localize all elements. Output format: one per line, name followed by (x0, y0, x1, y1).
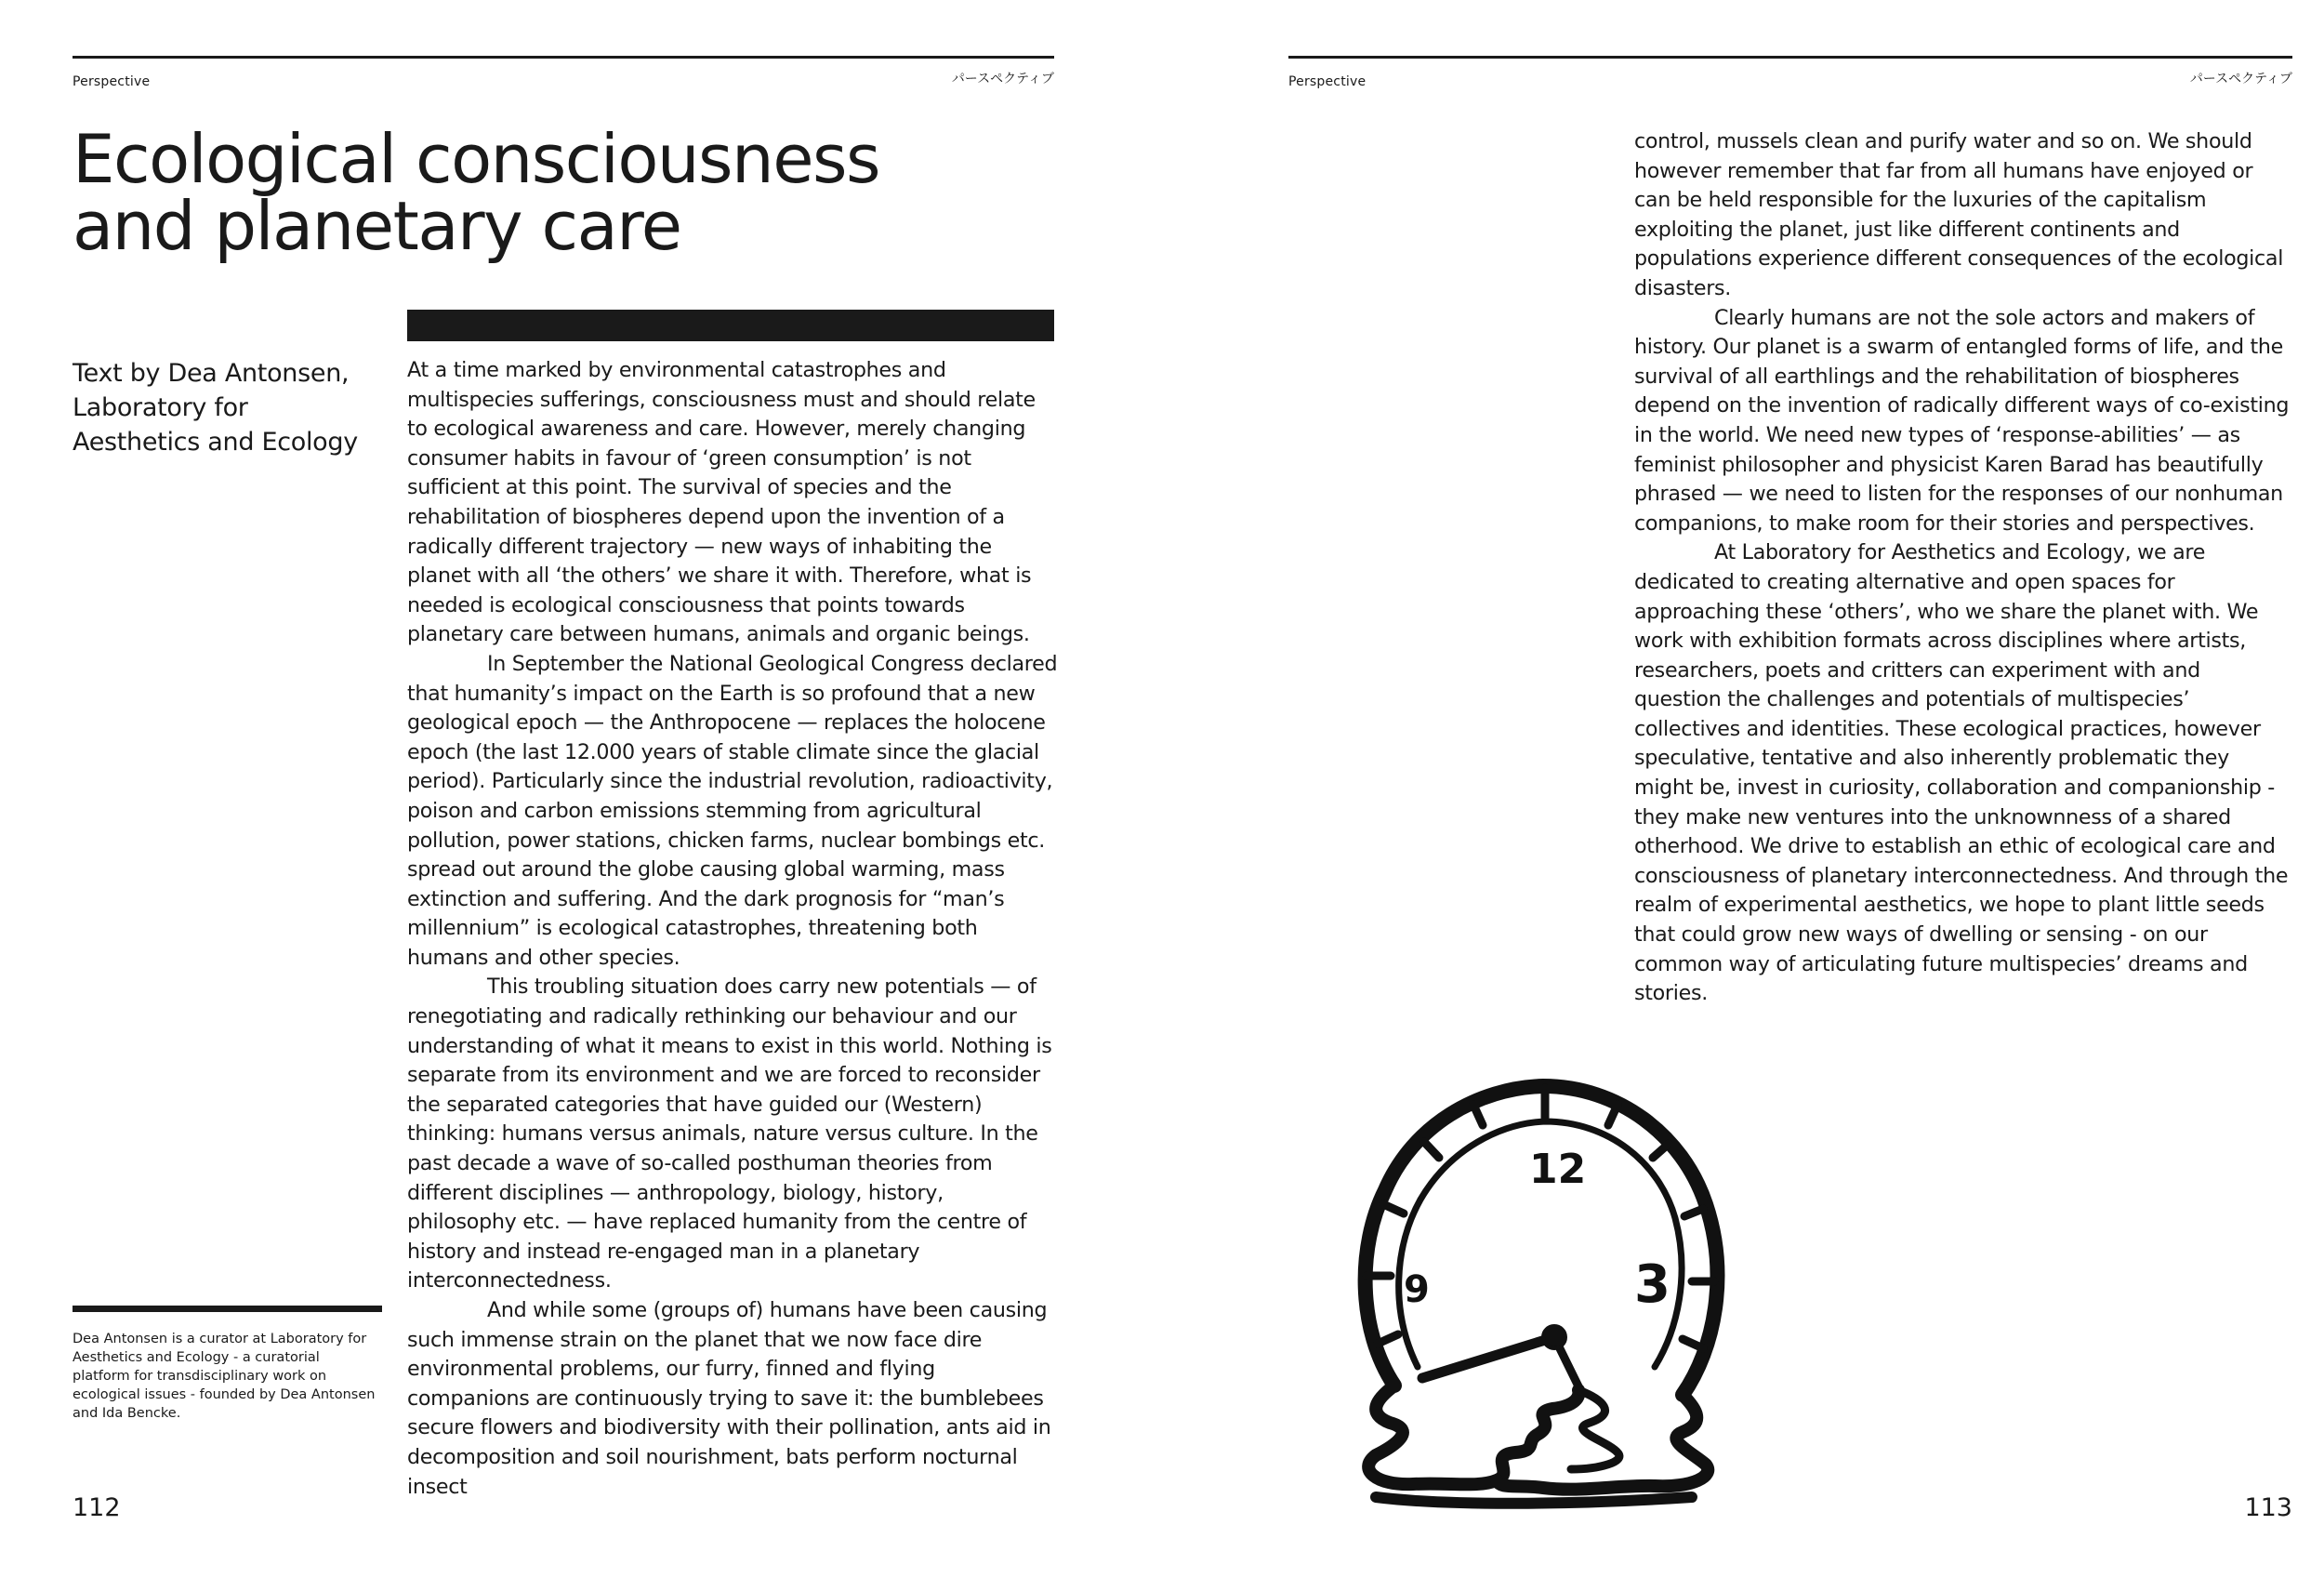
byline: Text by Dea Antonsen, Laboratory for Aesthetics and Ecology (73, 359, 358, 457)
clock-hour-hand (1422, 1337, 1554, 1378)
clock-numeral-12: 12 (1529, 1146, 1587, 1193)
clock-numeral-3: 3 (1634, 1254, 1670, 1315)
clock-base (1376, 1497, 1692, 1504)
body-paragraph: Clearly humans are not the sole actors and makers of history. Our planet is a swarm of entangled forms of life, and the survival of all earthlings and the rehabilitation of biospheres depend on the invention of radically different ways of co-existing in the world. We need new types of ‘response-abilities’ — as feminist philosopher and physicist Karen Barad has beautifully phrased — we need to listen for the responses of our nonhuman companions, to make room for their stories and perspectives. (1634, 305, 2290, 536)
author-bio: Dea Antonsen is a curator at Laboratory for Aesthetics and Ecology - a curatorial platform for transdisciplinary work on ecological issues - founded by Dea Antonsen and Ida Bencke. (73, 1332, 376, 1421)
section-label: Perspective (73, 74, 151, 89)
header-rule (73, 56, 1054, 59)
section-label-jp: パースペクティブ (951, 72, 1054, 86)
clock-center (1543, 1326, 1565, 1348)
title-bar (407, 310, 1054, 341)
bio-rule (73, 1306, 382, 1312)
body-paragraph: This troubling situation does carry new potentials — of renegotiating and radically rethinking our behaviour and our understanding of what it means to exist in this world. Nothing is separate from its environment and we are forced to reconsider the separated categories that have guided our (Western) thinking: humans versus animals, nature versus culture. In the past decade a wave of so-called posthuman theories from different disciplines — anthropology, biology, history, philosophy etc. — have replaced humanity from the centre of history and instead re-engaged man in a planetary interconnectedness. (407, 975, 1052, 1293)
right-page (1162, 0, 2324, 1578)
body-paragraph: At a time marked by environmental catastrophes and multispecies sufferings, consciousness must and should relate to ecological awareness and care. However, merely changing consumer habits in favour of ‘green consumption’ is not sufficient at this point. The survival of species and the rehabilitation of biospheres depend upon the invention of a radically different trajectory — new ways of inhabiting the planet with all ‘the others’ we share it with. Therefore, what is needed is ecological consciousness that points towards planetary care between humans, animals and organic beings. (407, 358, 1036, 647)
section-label: Perspective (1288, 74, 1367, 89)
page-number: 112 (73, 1493, 121, 1522)
section-label-jp: パースペクティブ (2189, 72, 2292, 86)
melting-clock-illustration (1339, 1032, 1748, 1516)
article-title (73, 120, 909, 265)
title-line-1: Ecological consciousness (73, 120, 880, 198)
clock-drip (1368, 1386, 1578, 1484)
body-paragraph: In September the National Geological Congress declared that humanity’s impact on the Earth is so profound that a new geological epoch — the Anthropocene — replaces the holocene epoch (the last 12.000 years of stable climate since the glacial period). Particularly since the industrial revolution, radioactivity, poison and carbon emissions stemming from agricultural pollution, power stations, chicken farms, nuclear bombings etc. spread out around the globe causing global warming, mass extinction and suffering. And the dark prognosis for “man’s millennium” is ecological catastrophes, threatening both humans and other species. (407, 651, 1058, 970)
page-number: 113 (2244, 1493, 2292, 1522)
header-rule (1288, 56, 2292, 59)
body-column-left (407, 356, 1058, 1502)
body-column-right (1634, 127, 2292, 1009)
clock-numeral-9: 9 (1404, 1268, 1430, 1311)
body-paragraph: At Laboratory for Aesthetics and Ecology, we are dedicated to creating alternative and open spaces for approaching these ‘others’, who we share the planet with. We work with exhibition formats across disciplines where artists, researchers, poets and critters can experiment with and question the challenges and potentials of multispecies’ collectives and identities. These ecological practices, however speculative, tentative and also inherently problematic they might be, invest in curiosity, collaboration and companionship - they make new ventures into the unknownness of a shared otherhood. We drive to establish an ethic of ecological care and consciousness of planetary interconnectedness. And through the realm of experimental aesthetics, we hope to plant little seeds that could grow new ways of dwelling or sensing - on our common way of articulating future multispecies’ dreams and stories. (1634, 540, 2289, 1006)
body-paragraph: And while some (groups of) humans have been causing such immense strain on the planet that we now face dire environmental problems, our furry, finned and flying companions are continuously trying to save it: the bumblebees secure flowers and biodiversity with their pollination, ants aid in decomposition and soil nourishment, bats perform nocturnal insect (407, 1298, 1051, 1499)
title-line-2: and planetary care (73, 187, 681, 265)
body-paragraph: control, mussels clean and purify water and so on. We should however remember that far from all humans have enjoyed or can be held responsible for the luxuries of the capitalism exploiting the planet, just like different continents and populations experience different consequences of the ecological disasters. (1634, 129, 2284, 300)
